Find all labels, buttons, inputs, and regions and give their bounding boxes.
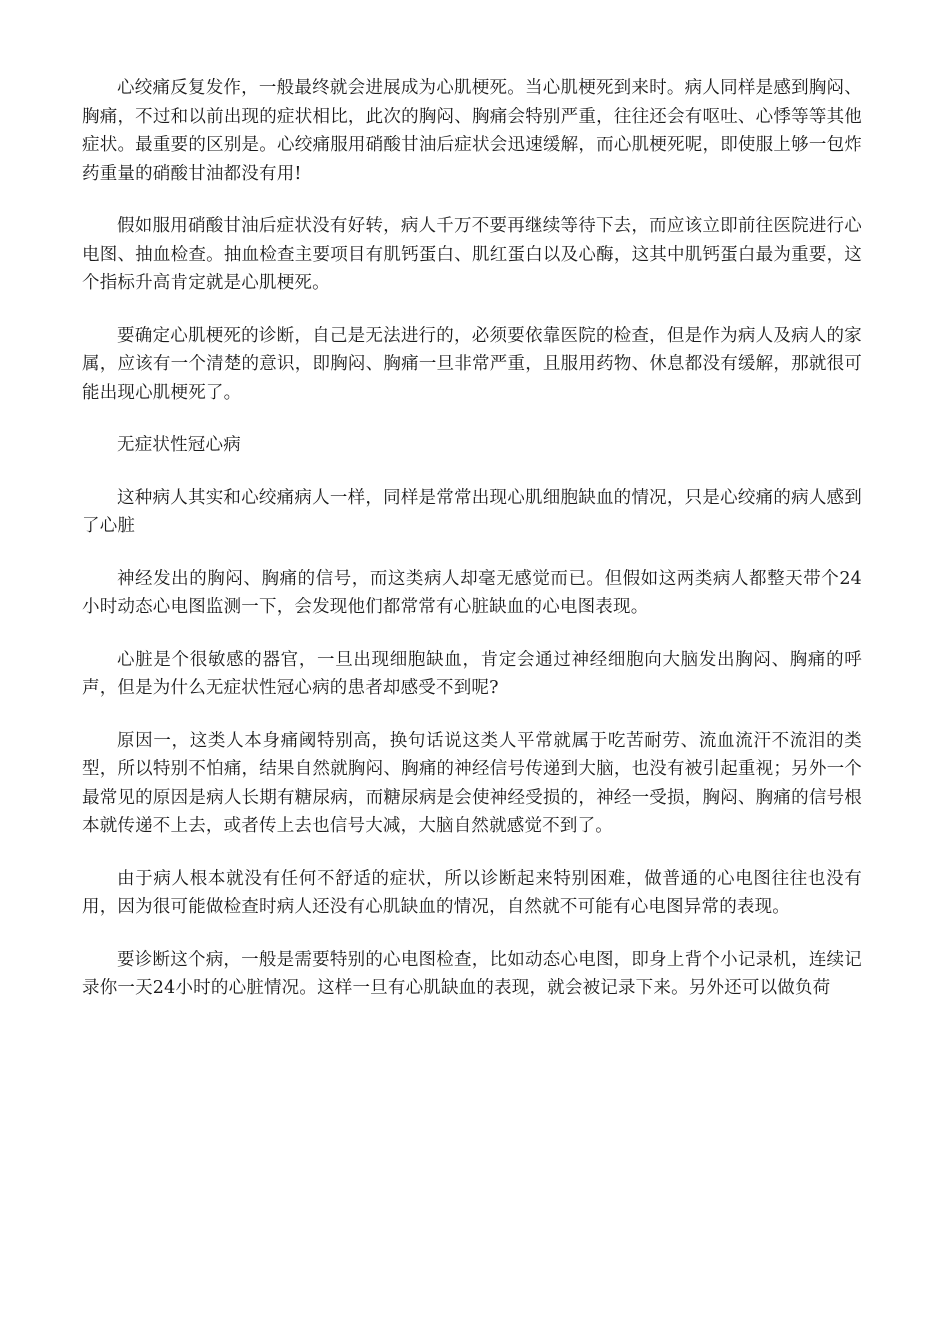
paragraph-diagnosis-difficulty: 由于病人根本就没有任何不舒适的症状，所以诊断起来特别困难，做普通的心电图往往也没有用，因为很可能做检查时病人还没有心肌缺血的情况，自然就不可能有心电图异常的表现。 <box>82 868 862 917</box>
paragraph-heart-sensitive: 心脏是个很敏感的器官，一旦出现细胞缺血，肯定会通过神经细胞向大脑发出胸闷、胸痛的呼声，但是为什么无症状性冠心病的患者却感受不到呢? <box>82 649 862 698</box>
paragraph-nerve-signal: 神经发出的胸闷、胸痛的信号，而这类病人却毫无感觉而已。但假如这两类病人都整天带个24小时动态心电图监测一下，会发现他们都常常有心脏缺血的心电图表现。 <box>82 568 862 617</box>
paragraph-myocardial-infarction-progression: 心绞痛反复发作，一般最终就会进展成为心肌梗死。当心肌梗死到来时。病人同样是感到胸闷、胸痛，不过和以前出现的症状相比，此次的胸闷、胸痛会特别严重，往往还会有呕吐、心悸等等其他症状。最重要的区别是。心绞痛服用硝酸甘油后症状会迅速缓解，而心肌梗死呢，即使服上够一包炸药重量的硝酸甘油都没有用! <box>82 78 862 184</box>
paragraph-silent-chd-intro: 这种病人其实和心绞痛病人一样，同样是常常出现心肌细胞缺血的情况，只是心绞痛的病人感到了心脏 <box>82 487 862 536</box>
paragraph-reason-one: 原因一，这类人本身痛阈特别高，换句话说这类人平常就属于吃苦耐劳、流血流汗不流泪的类型，所以特别不怕痛，结果自然就胸闷、胸痛的神经信号传递到大脑，也没有被引起重视；另外一个最常见的原因是病人长期有糖尿病，而糖尿病是会使神经受损的，神经一受损，胸闷、胸痛的信号根本就传递不上去，或者传上去也信号大减，大脑自然就感觉不到了。 <box>82 730 862 836</box>
paragraph-nitroglycerin-no-improvement: 假如服用硝酸甘油后症状没有好转，病人千万不要再继续等待下去，而应该立即前往医院进行心电图、抽血检查。抽血检查主要项目有肌钙蛋白、肌红蛋白以及心酶，这其中肌钙蛋白最为重要，这个指标升高肯定就是心肌梗死。 <box>82 216 862 293</box>
paragraph-holter-diagnosis: 要诊断这个病，一般是需要特别的心电图检查，比如动态心电图，即身上背个小记录机，连续记录你一天24小时的心脏情况。这样一旦有心肌缺血的表现，就会被记录下来。另外还可以做负荷 <box>82 949 862 998</box>
document-page <box>82 74 862 1027</box>
paragraph-diagnosis-awareness: 要确定心肌梗死的诊断，自己是无法进行的，必须要依靠医院的检查，但是作为病人及病人的家属，应该有一个清楚的意识，即胸闷、胸痛一旦非常严重，且服用药物、休息都没有缓解，那就很可能出现心肌梗死了。 <box>82 325 862 403</box>
section-heading-silent-chd: 无症状性冠心病 <box>117 435 241 455</box>
